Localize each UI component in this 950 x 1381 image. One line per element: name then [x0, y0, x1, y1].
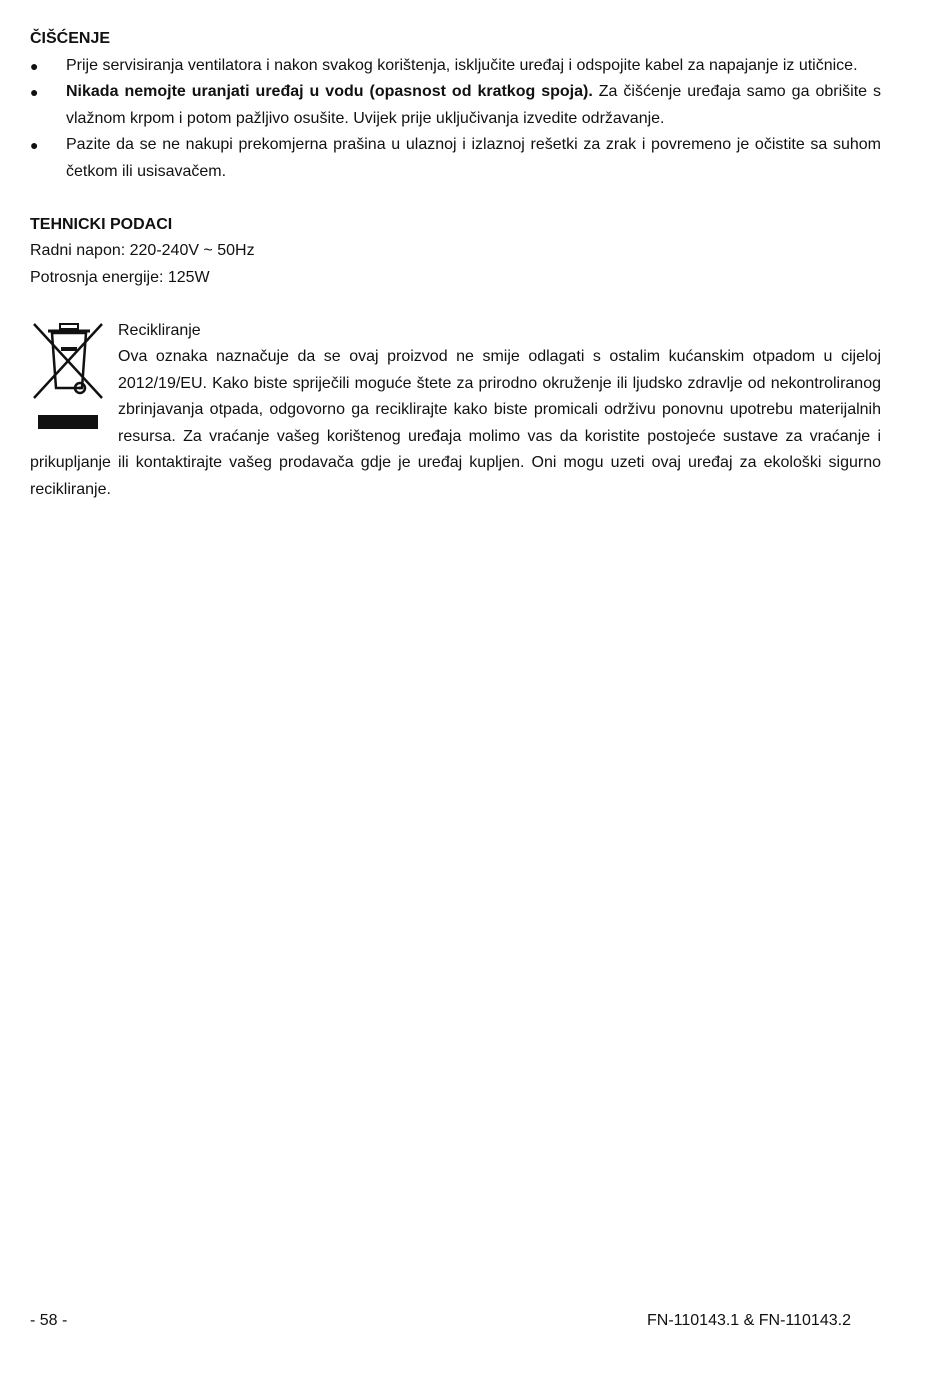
cleaning-heading: ČIŠĆENJE: [30, 30, 111, 47]
weee-crossed-bin-icon: [30, 320, 108, 432]
technical-heading: TEHNICKI PODACI: [30, 215, 173, 233]
power-spec: Potrosnja energije: 125W: [30, 268, 210, 286]
bullet-icon: ●: [30, 57, 39, 74]
recycling-text: Ova oznaka naznačuje da se ovaj proizvod ne smije odlagati s ostalim kućanskim otpadom u cijeloj 2012/19/EU. Kako biste spriječili moguće štete za prirodno okruženje ili ljudsko zdravlje od nekontroliranog zbrinjavanja otpada, odgovorno ga reciklirajte kako biste promicali održivu ponovnu upotrebu materijalnih resursa. Za vraćanje vašeg korištenog uređaja molimo vas da koristite postojeće sustave za vraćanje i prikupljanje ili kontaktirajte vašeg prodavača gdje je uređaj kupljen. Oni mogu uzeti ovaj uređaj za ekološki sigurno recikliranje.: [30, 348, 881, 498]
document-body: [30, 26, 881, 503]
list-item-text: Prije servisiranja ventilatora i nakon svakog korištenja, isključite uređaj i odspojite kabel za napajanje iz utičnice.: [66, 56, 858, 74]
cleaning-list: [30, 53, 881, 186]
warning-text: Nikada nemojte uranjati uređaj u vodu (opasnost od kratkog spoja).: [66, 83, 593, 100]
voltage-spec: Radni napon: 220-240V ~ 50Hz: [30, 242, 255, 259]
recycling-section: [30, 318, 881, 504]
list-item: [30, 132, 881, 185]
list-item: [30, 79, 881, 132]
recycling-title: Recikliranje: [118, 321, 201, 339]
model-number: FN-110143.1 & FN-110143.2: [647, 1312, 851, 1329]
list-item-text: Za čišćenje uređaja samo ga obrišite s vlažnom krpom i potom pažljivo osušite. Uvijek prije uključivanja izvedite održavanje.: [66, 83, 882, 127]
list-item-text: Pazite da se ne nakupi prekomjerna prašina u ulaznoj i izlaznoj rešetki za zrak i povremeno je očistite sa suhom četkom ili usisavačem.: [66, 136, 881, 180]
bullet-icon: ●: [30, 84, 39, 100]
page-number: - 58 -: [30, 1312, 68, 1329]
bullet-icon: ●: [30, 137, 39, 153]
list-item: [30, 53, 881, 80]
